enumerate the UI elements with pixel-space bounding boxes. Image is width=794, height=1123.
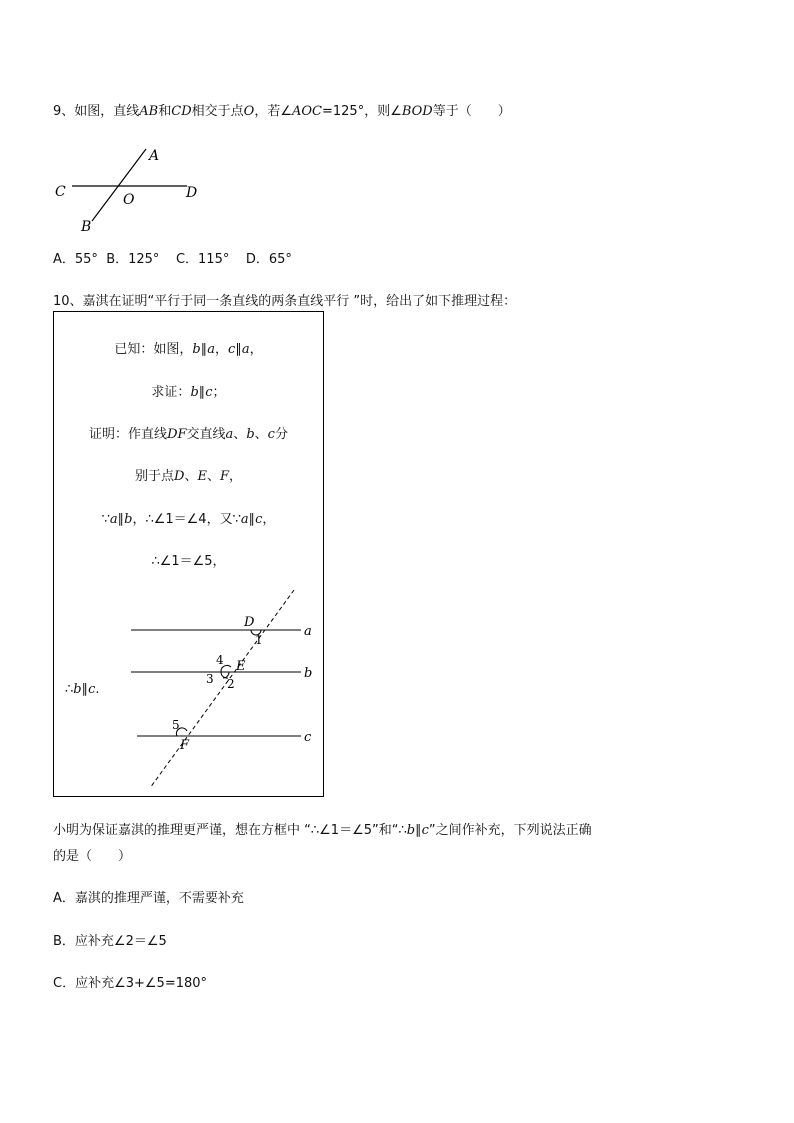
proof-line-3 — [54, 508, 323, 527]
line5-mid: ，∴∠1＝∠4，又∵ — [132, 512, 241, 527]
point-e: E — [197, 469, 207, 484]
line4-pre: 别于点 — [134, 469, 174, 484]
var-b: b — [124, 512, 133, 527]
parallel-sym: ∥ — [198, 385, 206, 400]
parallel-sym: ∥ — [81, 682, 89, 697]
prove-line — [54, 381, 323, 400]
fen: 分 — [274, 427, 288, 442]
label-1: 1 — [255, 633, 263, 647]
known-line — [54, 338, 323, 357]
proof-line-2 — [54, 465, 323, 484]
q10-question-line2: 的是（ ） — [53, 849, 132, 864]
label-4: 4 — [216, 653, 224, 667]
label-e: E — [236, 659, 246, 674]
sep: ， — [215, 342, 229, 357]
var-c: c — [267, 427, 275, 442]
label-a: A — [149, 148, 160, 164]
known-label: 已知：如图， — [114, 342, 193, 357]
label-d: D — [186, 185, 198, 201]
var-c: c — [205, 385, 213, 400]
question-text-end: ”之间作补充，下列说法正确 — [428, 823, 592, 838]
dun: 、 — [206, 469, 220, 484]
q9-cd: CD — [171, 104, 192, 119]
label-3: 3 — [206, 672, 214, 686]
var-c: c — [421, 823, 429, 838]
var-b: b — [406, 823, 416, 838]
point-f: F — [219, 469, 229, 484]
var-a: a — [109, 512, 118, 527]
proof-line-1 — [54, 423, 323, 442]
label-a: a — [304, 624, 312, 639]
proof-box — [53, 311, 324, 797]
var-b: b — [246, 427, 255, 442]
label-5: 5 — [172, 718, 180, 732]
q9-stem — [53, 100, 511, 119]
var-a: a — [207, 342, 216, 357]
q9-ab: AB — [139, 104, 159, 119]
semicolon: ； — [212, 385, 226, 400]
question-text: 小明为保证嘉淇的推理更严谨，想在方框中 “∴∠1＝∠5”和“∴ — [53, 823, 407, 838]
parallel-sym: ∥ — [200, 342, 208, 357]
q9-value: =125° — [321, 104, 365, 119]
line-ab — [92, 149, 146, 221]
q10-question-line1 — [53, 819, 592, 838]
q9-then: ，则∠ — [364, 104, 402, 119]
var-c: c — [255, 512, 263, 527]
q9-bod: BOD — [401, 104, 433, 119]
var-a: a — [240, 512, 249, 527]
q9-text: 如图，直线 — [74, 104, 140, 119]
q10-option-b: B．应补充∠2＝∠5 — [53, 934, 167, 949]
label-2: 2 — [227, 677, 235, 691]
var-c: c — [88, 682, 96, 697]
q10-intro: 10、嘉淇在证明“平行于同一条直线的两条直线平行 ”时，给出了如下推理过程： — [53, 294, 517, 309]
var-b: b — [73, 682, 82, 697]
label-c: c — [304, 730, 312, 745]
transversal-df — [150, 590, 294, 788]
proof-label: 证明：作直线 — [89, 427, 168, 442]
point-d: D — [174, 469, 185, 484]
q10-option-c: C．应补充∠3+∠5=180° — [53, 976, 208, 991]
label-b: b — [304, 666, 313, 681]
q9-meet: 相交于点 — [191, 104, 244, 119]
because: ∵ — [101, 512, 110, 527]
sep: ， — [262, 512, 276, 527]
label-o: O — [123, 192, 135, 208]
parallel-lines-figure — [124, 582, 319, 797]
q9-number: 9、 — [53, 104, 75, 119]
q9-figure — [50, 140, 210, 240]
parallel-sym: ∥ — [248, 512, 256, 527]
sep: ， — [229, 469, 243, 484]
q9-o: O — [243, 104, 255, 119]
q10-option-a: A．嘉淇的推理严谨，不需要补充 — [53, 891, 244, 906]
q9-ask: 等于（ ） — [432, 104, 511, 119]
proof-mid: 交直线 — [186, 427, 226, 442]
dun: 、 — [184, 469, 198, 484]
therefore: ∴ — [65, 682, 74, 697]
dun: 、 — [254, 427, 268, 442]
var-b: b — [190, 385, 199, 400]
period: . — [95, 682, 100, 697]
var-b: b — [192, 342, 201, 357]
var-df: DF — [167, 427, 187, 442]
q9-and: 和 — [158, 104, 172, 119]
label-f: F — [180, 738, 190, 753]
proof-line-4: ∴∠1＝∠5， — [151, 554, 226, 569]
parallel-sym: ∥ — [117, 512, 125, 527]
label-d: D — [244, 615, 255, 630]
label-c: C — [55, 184, 66, 200]
parallel-sym: ∥ — [415, 823, 422, 838]
var-a: a — [241, 342, 250, 357]
q9-aoc: AOC — [291, 104, 322, 119]
conclusion — [65, 682, 100, 697]
dun: 、 — [233, 427, 247, 442]
prove-label: 求证： — [151, 385, 191, 400]
q9-if: ，若∠ — [254, 104, 292, 119]
label-b: B — [81, 219, 92, 235]
var-a: a — [225, 427, 234, 442]
sep: ， — [249, 342, 263, 357]
q9-options: A．55° B．125° C．115° D．65° — [53, 252, 292, 267]
var-c: c — [228, 342, 236, 357]
parallel-sym: ∥ — [235, 342, 242, 357]
